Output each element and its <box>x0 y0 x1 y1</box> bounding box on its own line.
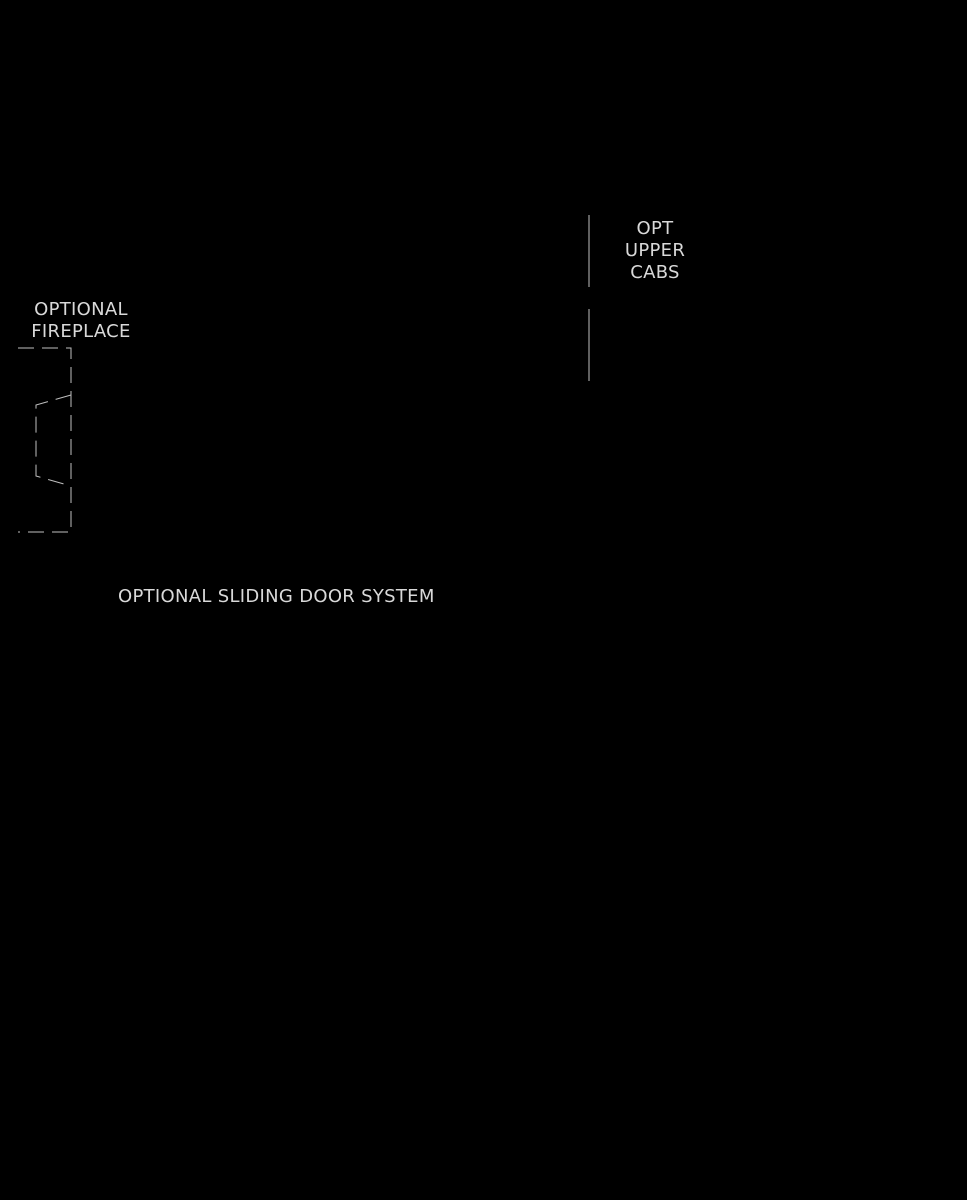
fireplace-label <box>22 299 140 343</box>
upper-cabs-label <box>612 218 698 284</box>
upper-cabs-label-line-2: UPPER <box>624 240 686 261</box>
sliding-door-label: OPTIONAL SLIDING DOOR SYSTEM <box>118 586 435 607</box>
fireplace-firebox <box>36 395 71 486</box>
upper-cabs-label-line-1: OPT <box>636 218 674 239</box>
fireplace-label-line-2: FIREPLACE <box>31 321 131 342</box>
fireplace-label-line-1: OPTIONAL <box>34 299 128 320</box>
fireplace-outline <box>18 348 71 532</box>
upper-cabs-label-line-3: CABS <box>630 262 680 283</box>
fireplace-box <box>18 348 71 532</box>
